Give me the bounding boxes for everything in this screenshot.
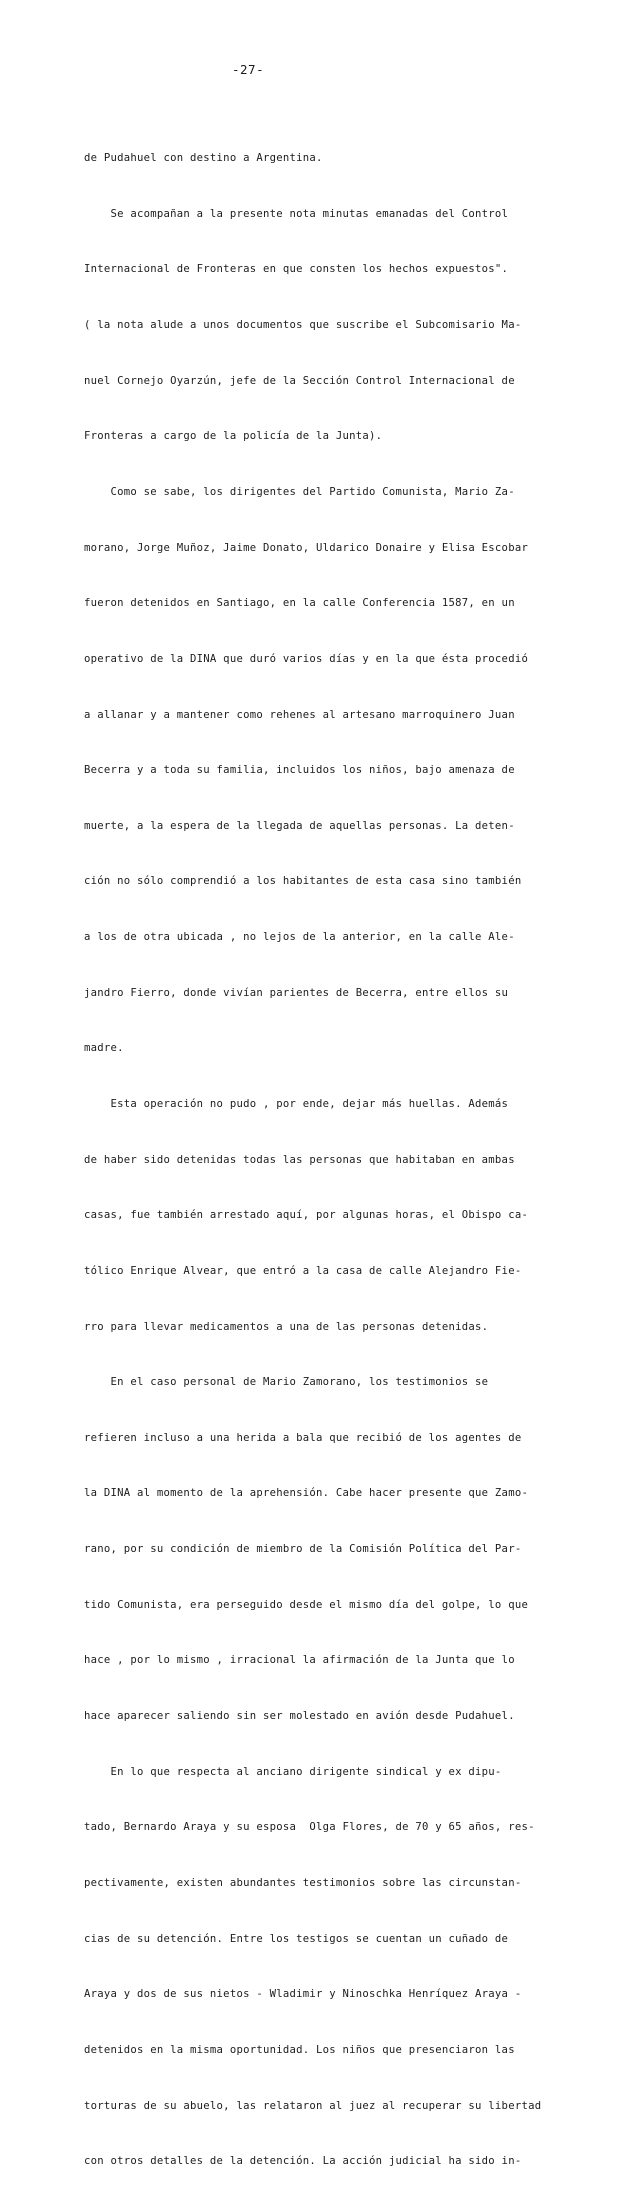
text-line: nuel Cornejo Oyarzún, jefe de la Sección Control Internacional de	[84, 374, 515, 387]
text-line: morano, Jorge Muñoz, Jaime Donato, Uldarico Donaire y Elisa Escobar	[84, 541, 529, 554]
text-line: operativo de la DINA que duró varios días y en la que ésta procedió	[84, 652, 529, 665]
text-line: hace aparecer saliendo sin ser molestado en avión desde Pudahuel.	[84, 1710, 515, 1723]
text-line: la DINA al momento de la aprehensión. Cabe hacer presente que Zamo-	[84, 1487, 529, 1500]
text-line: madre.	[84, 1042, 124, 1055]
text-line: pectivamente, existen abundantes testimonios sobre las circunstan-	[84, 1876, 522, 1889]
text-line: con otros detalles de la detención. La acción judicial ha sido in-	[84, 2155, 522, 2168]
text-line: Como se sabe, los dirigentes del Partido Comunista, Mario Za-	[84, 485, 515, 498]
text-line: Esta operación no pudo , por ende, dejar más huellas. Además	[84, 1097, 509, 1110]
text-line: ción no sólo comprendió a los habitantes de esta casa sino también	[84, 875, 522, 888]
text-line: fueron detenidos en Santiago, en la calle Conferencia 1587, en un	[84, 597, 515, 610]
text-line: Internacional de Fronteras en que consten los hechos expuestos".	[84, 263, 509, 276]
text-line: tido Comunista, era perseguido desde el mismo día del golpe, lo que	[84, 1598, 529, 1611]
text-line: jandro Fierro, donde vivían parientes de Becerra, entre ellos su	[84, 986, 509, 999]
text-line: En el caso personal de Mario Zamorano, los testimonios se	[84, 1376, 489, 1389]
text-line: cias de su detención. Entre los testigos se cuentan un cuñado de	[84, 1932, 509, 1945]
text-line: de haber sido detenidas todas las personas que habitaban en ambas	[84, 1153, 515, 1166]
text-line: rano, por su condición de miembro de la Comisión Política del Par-	[84, 1543, 522, 1556]
text-line: casas, fue también arrestado aquí, por algunas horas, el Obispo ca-	[84, 1209, 529, 1222]
text-line: rro para llevar medicamentos a una de las personas detenidas.	[84, 1320, 489, 1333]
text-line: a allanar y a mantener como rehenes al artesano marroquinero Juan	[84, 708, 515, 721]
text-line: Araya y dos de sus nietos - Wladimir y Ninoschka Henríquez Araya -	[84, 1988, 522, 2001]
text-line: muerte, a la espera de la llegada de aquellas personas. La deten-	[84, 819, 515, 832]
text-line: Fronteras a cargo de la policía de la Junta).	[84, 430, 383, 443]
text-line: a los de otra ubicada , no lejos de la anterior, en la calle Ale-	[84, 931, 515, 944]
text-line: Becerra y a toda su familia, incluidos los niños, bajo amenaza de	[84, 764, 515, 777]
text-line: En lo que respecta al anciano dirigente sindical y ex dipu-	[84, 1765, 502, 1778]
text-line: tado, Bernardo Araya y su esposa Olga Flores, de 70 y 65 años, res-	[84, 1821, 535, 1834]
text-line: ( la nota alude a unos documentos que suscribe el Subcomisario Ma-	[84, 319, 522, 332]
text-line: refieren incluso a una herida a bala que recibió de los agentes de	[84, 1431, 522, 1444]
body-text	[84, 112, 584, 2208]
text-line: hace , por lo mismo , irracional la afirmación de la Junta que lo	[84, 1654, 515, 1667]
text-line: torturas de su abuelo, las relataron al juez al recuperar su libertad	[84, 2099, 542, 2112]
text-line: tólico Enrique Alvear, que entró a la casa de calle Alejandro Fie-	[84, 1264, 522, 1277]
text-line: de Pudahuel con destino a Argentina.	[84, 152, 323, 165]
text-line: Se acompañan a la presente nota minutas emanadas del Control	[84, 207, 509, 220]
page-number: -27-	[232, 62, 265, 77]
text-line: detenidos en la misma oportunidad. Los niños que presenciaron las	[84, 2043, 515, 2056]
